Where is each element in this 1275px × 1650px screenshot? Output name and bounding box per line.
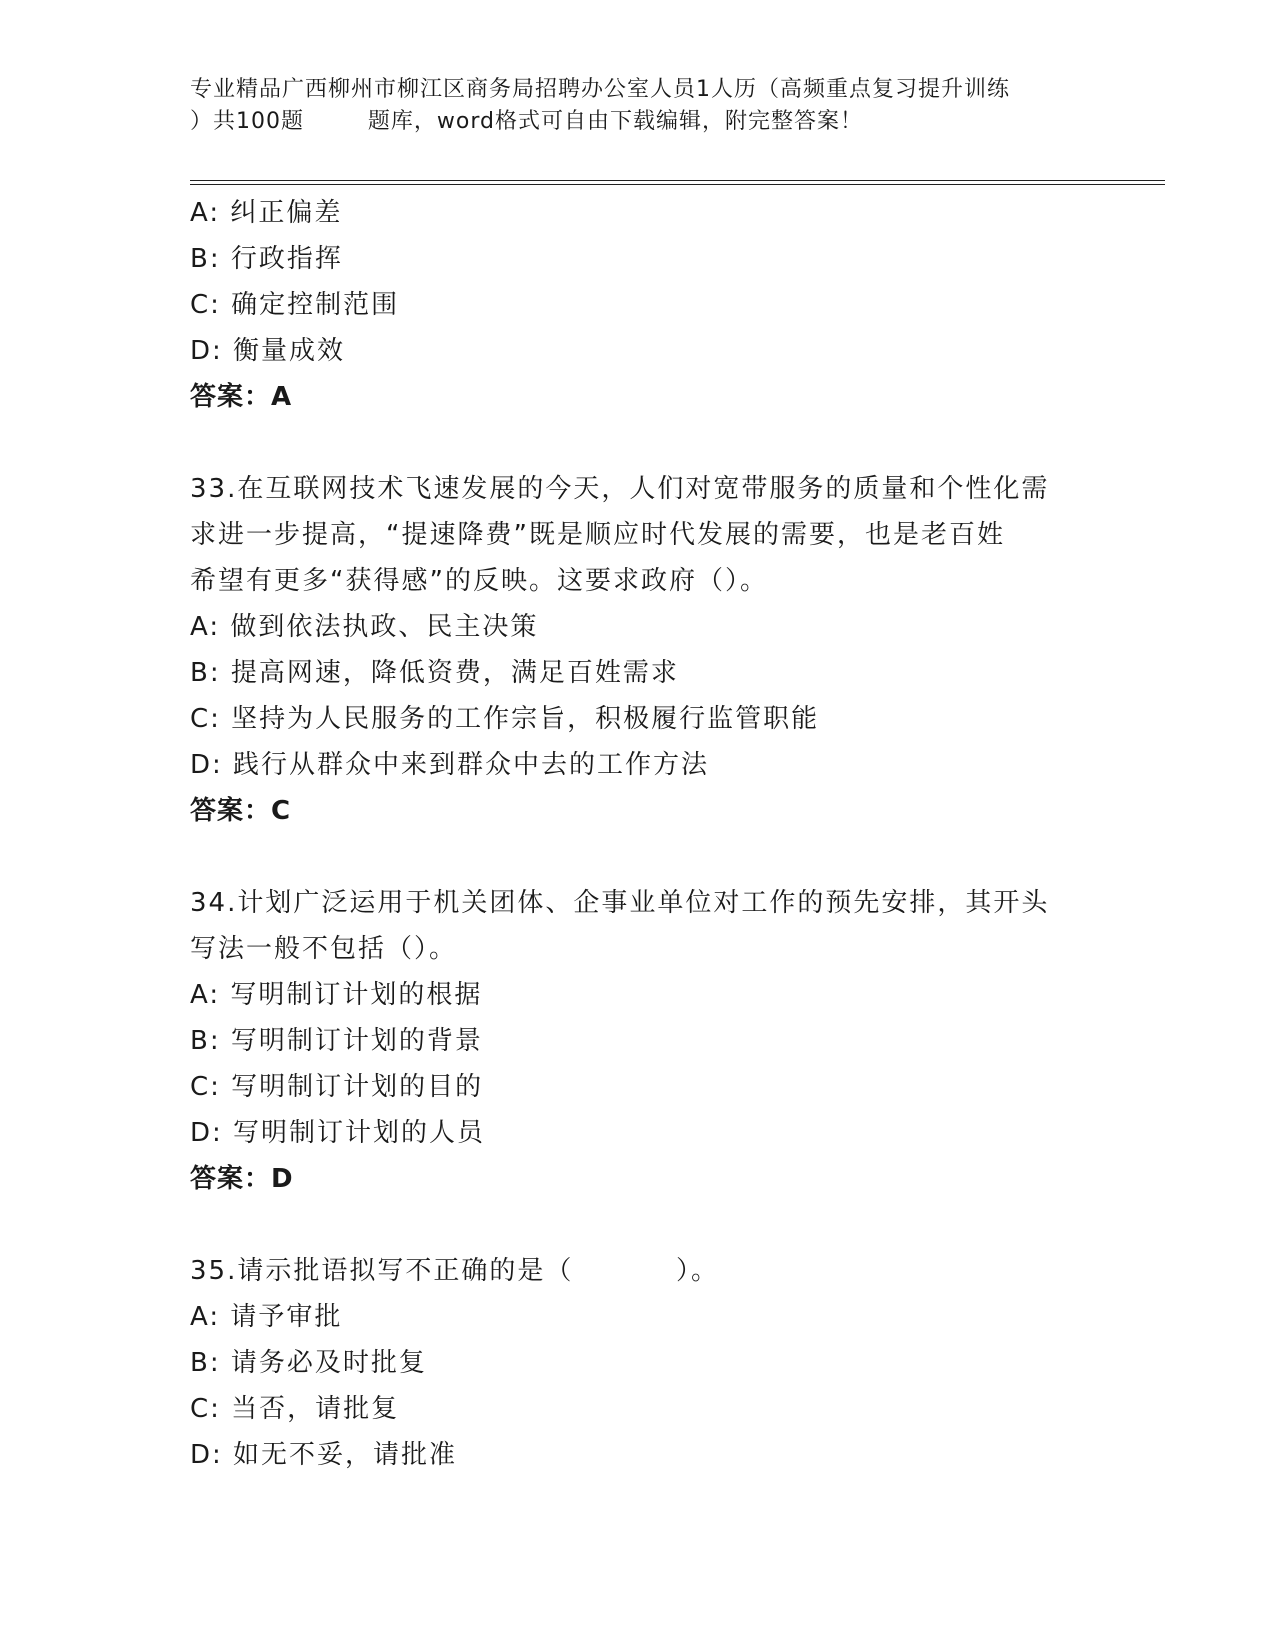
option-d: D: 写明制订计划的人员 [190, 1118, 486, 1148]
option-d: D: 践行从群众中来到群众中去的工作方法 [190, 750, 710, 780]
option-c: C: 确定控制范围 [190, 290, 400, 320]
document-header [190, 74, 1090, 138]
option-a: A: 请予审批 [190, 1302, 343, 1332]
header-line-2: ）共100题 题库，word格式可自由下载编辑，附完整答案！ [190, 109, 864, 134]
question-34 [190, 880, 1090, 1202]
question-stem-line: 33.在互联网技术飞速发展的今天，人们对宽带服务的质量和个性化需 [190, 474, 1050, 504]
question-stem-line: 写法一般不包括（）。 [190, 934, 458, 964]
option-d: D: 衡量成效 [190, 336, 346, 366]
question-stem-line: 35.请示批语拟写不正确的是（ ）。 [190, 1256, 719, 1286]
question-stem-line: 求进一步提高，“提速降费”既是顺应时代发展的需要，也是老百姓 [190, 520, 1005, 550]
question-stem-line: 34.计划广泛运用于机关团体、企事业单位对工作的预先安排，其开头 [190, 888, 1050, 918]
option-b: B: 写明制订计划的背景 [190, 1026, 483, 1056]
option-a: A: 纠正偏差 [190, 198, 343, 228]
option-b: B: 提高网速，降低资费，满足百姓需求 [190, 658, 679, 688]
option-c: C: 当否，请批复 [190, 1394, 400, 1424]
question-list [190, 190, 1090, 1524]
option-d: D: 如无不妥，请批准 [190, 1440, 458, 1470]
option-b: B: 请务必及时批复 [190, 1348, 427, 1378]
header-divider-bottom [190, 184, 1165, 185]
header-line-1: 专业精品广西柳州市柳江区商务局招聘办公室人员1人历（高频重点复习提升训练 [190, 77, 1010, 102]
question-35 [190, 1248, 1090, 1478]
option-c: C: 坚持为人民服务的工作宗旨，积极履行监管职能 [190, 704, 820, 734]
answer: 答案：C [190, 796, 292, 826]
header-divider-top [190, 180, 1165, 181]
option-a: A: 写明制订计划的根据 [190, 980, 483, 1010]
question-32 [190, 190, 1090, 420]
answer: 答案：D [190, 1164, 294, 1194]
option-c: C: 写明制订计划的目的 [190, 1072, 484, 1102]
question-stem-line: 希望有更多“获得感”的反映。这要求政府（）。 [190, 566, 768, 596]
question-33 [190, 466, 1090, 834]
option-b: B: 行政指挥 [190, 244, 343, 274]
option-a: A: 做到依法执政、民主决策 [190, 612, 539, 642]
answer: 答案：A [190, 382, 293, 412]
